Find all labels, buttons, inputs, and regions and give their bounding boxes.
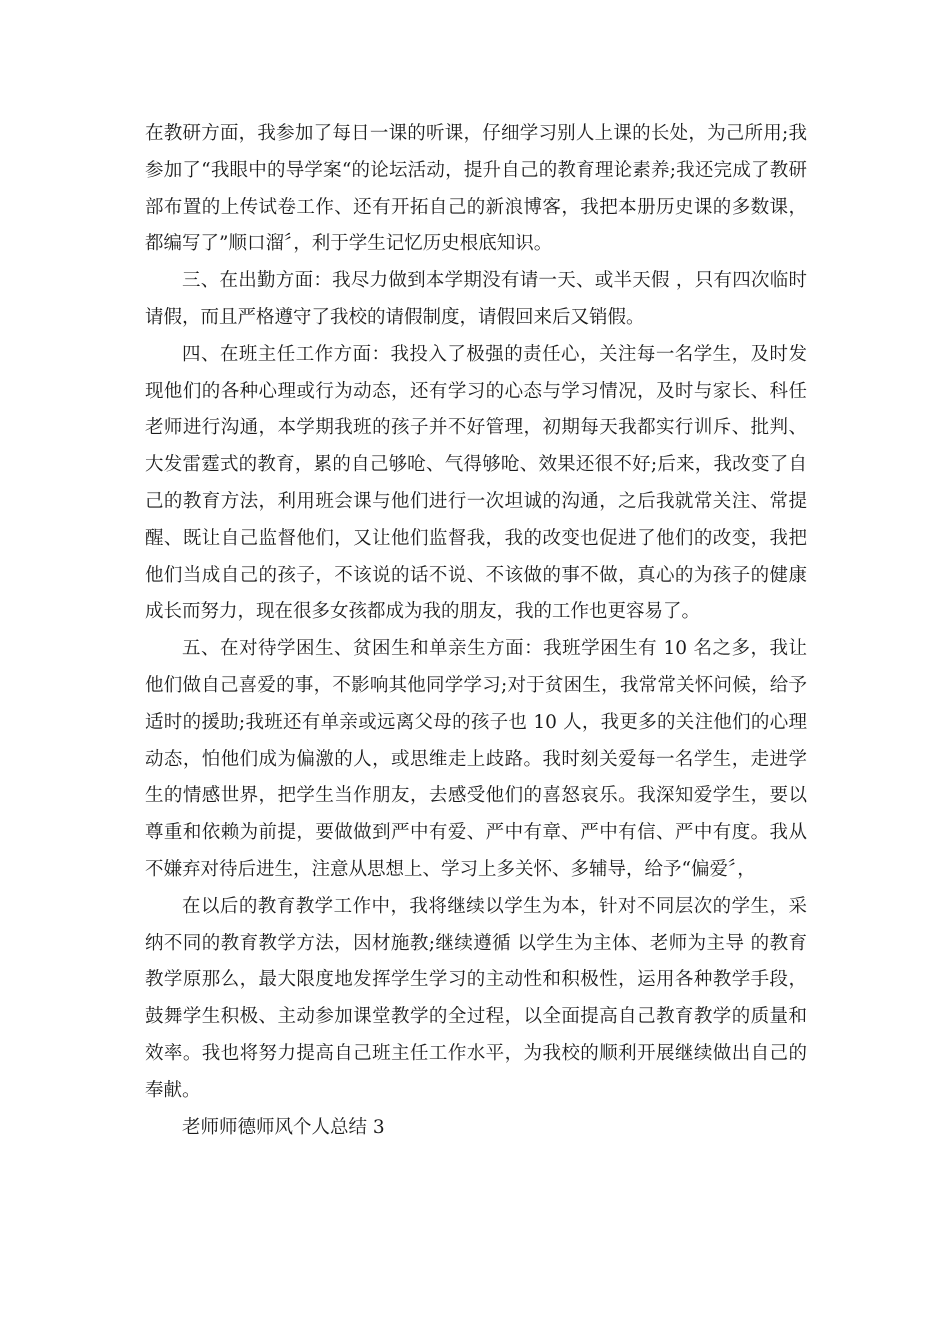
paragraph-teaching-research: 在教研方面，我参加了每日一课的听课，仔细学习别人上课的长处，为己所用;我参加了“我眼中的导学案“的论坛活动，提升自己的教育理论素养;我还完成了教研部布置的上传试卷工作、还有开拓自己的新浪博客，我把本册历史课的多数课，都编写了”顺口溜〞，利于学生记忆历史根底知识。 bbox=[145, 123, 807, 255]
paragraph-struggling-students: 五、在对待学困生、贫困生和单亲生方面：我班学困生有 10 名之多，我让他们做自己喜爱的事，不影响其他同学学习;对于贫困生，我常常关怀问候，给予适时的援助;我班还有单亲或远离父母的孩子也 10 人，我更多的关注他们的心理动态，怕他们成为偏激的人，或思维走上歧路。我时刻关爱每一名学生，走进学生的情感世界，把学生当作朋友，去感受他们的喜怒哀乐。我深知爱学生，要以尊重和依赖为前提，要做做到严中有爱、严中有章、严中有信、严中有度。我从不嫌弃对待后进生，注意从思想上、学习上多关怀、多辅导，给予“偏爱〞， bbox=[145, 638, 807, 880]
paragraph-attendance: 三、在出勤方面：我尽力做到本学期没有请一天、或半天假 ，只有四次临时请假，而且严格遵守了我校的请假制度，请假回来后又销假。 bbox=[145, 270, 807, 328]
section-title: 老师师德师风个人总结 3 bbox=[182, 1116, 385, 1138]
paragraph-class-teacher-work: 四、在班主任工作方面：我投入了极强的责任心，关注每一名学生，及时发现他们的各种心理或行为动态，还有学习的心态与学习情况，及时与家长、科任老师进行沟通，本学期我班的孩子并不好管理，初期每天我都实行训斥、批判、大发雷霆式的教育，累的自己够呛、气得够呛、效果还很不好;后来，我改变了自己的教育方法，利用班会课与他们进行一次坦诚的沟通，之后我就常关注、常提醒、既让自己监督他们，又让他们监督我，我的改变也促进了他们的改变，我把他们当成自己的孩子，不该说的话不说、不该做的事不做，真心的为孩子的健康成长而努力，现在很多女孩都成为我的朋友，我的工作也更容易了。 bbox=[145, 343, 807, 623]
paragraph-future-plans: 在以后的教育教学工作中，我将继续以学生为本，针对不同层次的学生，采纳不同的教育教学方法，因材施教;继续遵循 以学生为主体、老师为主导 的教育教学原那么，最大限度地发挥学生学习的主动性和积极性，运用各种教学手段，鼓舞学生积极、主动参加课堂教学的全过程，以全面提高自己教育教学的质量和效率。我也将努力提高自己班主任工作水平，为我校的顺利开展继续做出自己的奉献。 bbox=[145, 895, 807, 1101]
document-body bbox=[145, 116, 807, 1146]
